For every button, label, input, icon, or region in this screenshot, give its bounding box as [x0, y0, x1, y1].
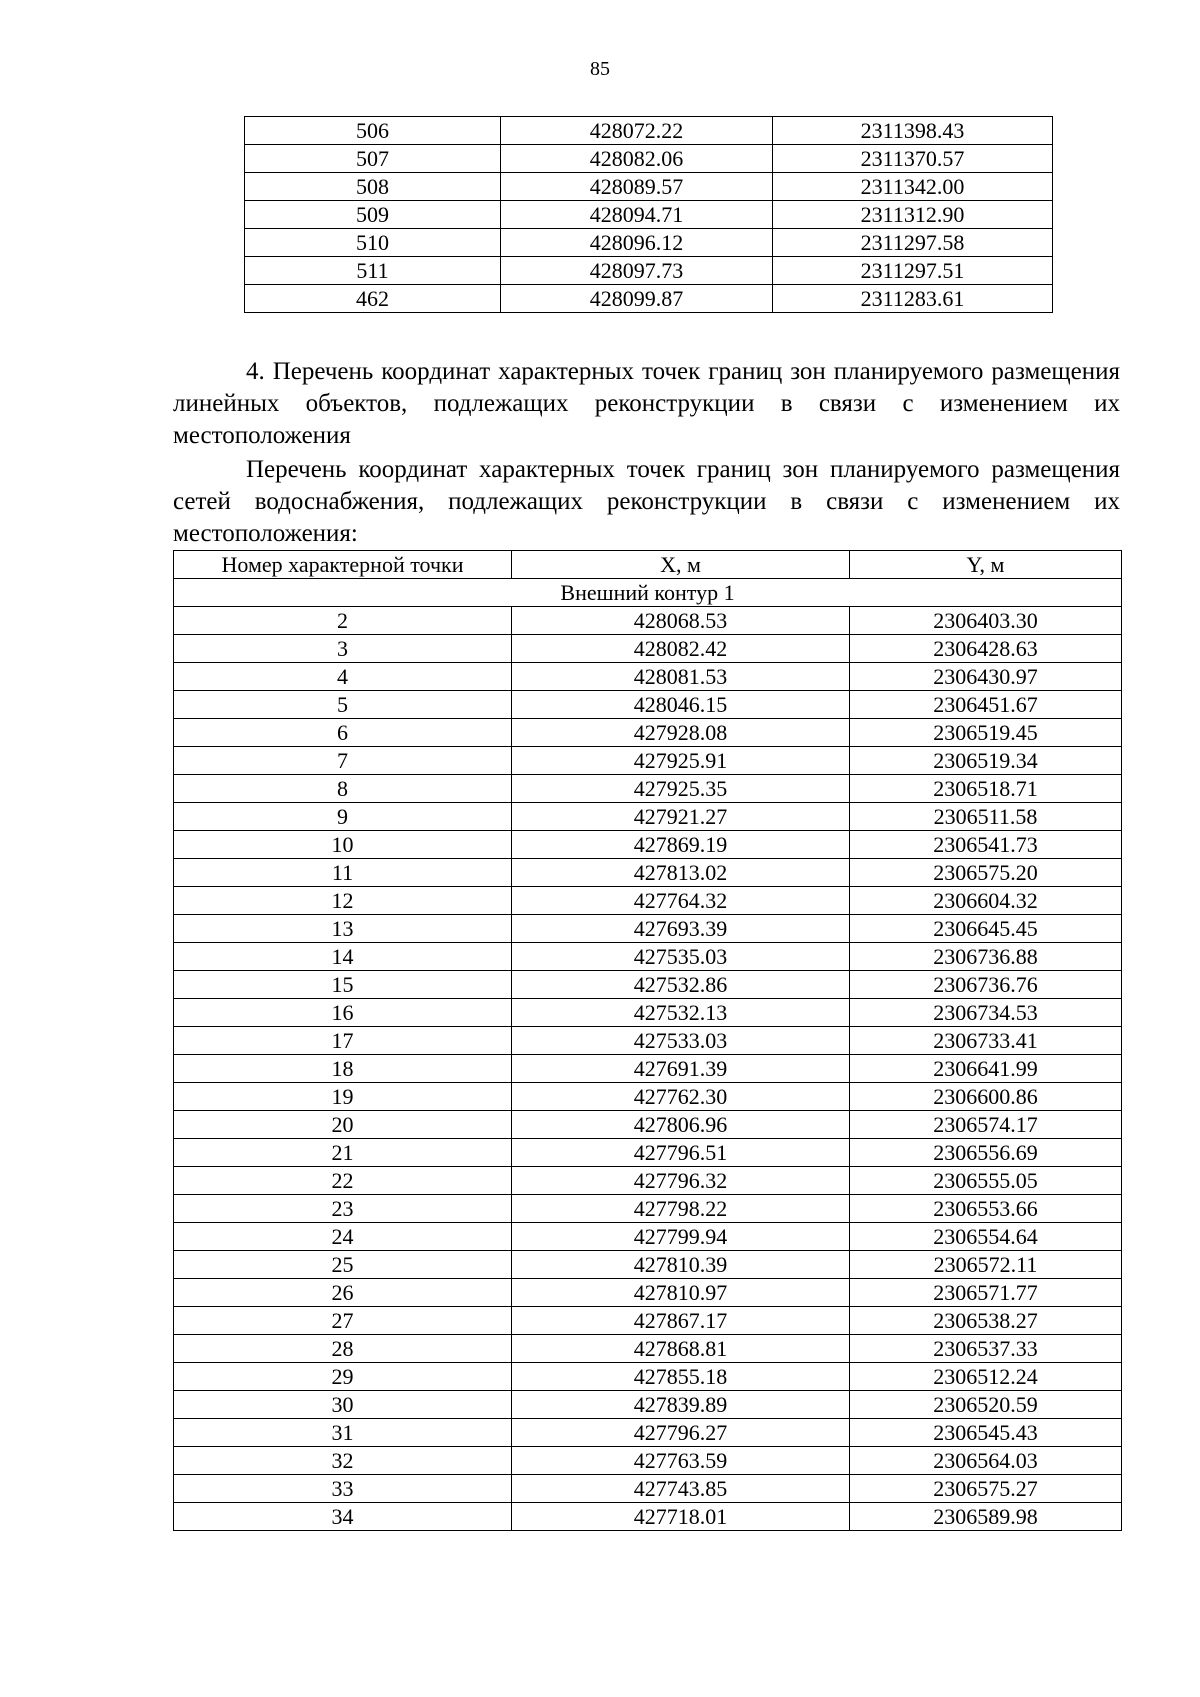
table-row	[174, 1111, 1122, 1139]
y-coordinate-cell: 2306645.45	[850, 915, 1122, 943]
y-coordinate-cell: 2306572.11	[850, 1251, 1122, 1279]
y-coordinate-cell: 2311283.61	[773, 285, 1053, 313]
table-header-row	[174, 551, 1122, 579]
x-coordinate-cell: 427796.51	[512, 1139, 850, 1167]
table-row	[174, 1419, 1122, 1447]
table-row	[245, 145, 1053, 173]
y-coordinate-cell: 2306575.27	[850, 1475, 1122, 1503]
table-row	[174, 1475, 1122, 1503]
y-coordinate-cell: 2306574.17	[850, 1111, 1122, 1139]
point-number-cell: 6	[174, 719, 512, 747]
point-number-cell: 25	[174, 1251, 512, 1279]
table-row	[174, 1055, 1122, 1083]
y-coordinate-cell: 2306556.69	[850, 1139, 1122, 1167]
water-supply-intro	[173, 454, 1120, 550]
header-x: X, м	[512, 551, 850, 579]
point-number-cell: 15	[174, 971, 512, 999]
point-number-cell: 506	[245, 117, 501, 145]
y-coordinate-cell: 2306541.73	[850, 831, 1122, 859]
point-number-cell: 507	[245, 145, 501, 173]
coordinates-table-continued	[244, 116, 1053, 313]
x-coordinate-cell: 427693.39	[512, 915, 850, 943]
y-coordinate-cell: 2306736.88	[850, 943, 1122, 971]
x-coordinate-cell: 427532.13	[512, 999, 850, 1027]
point-number-cell: 511	[245, 257, 501, 285]
point-number-cell: 31	[174, 1419, 512, 1447]
x-coordinate-cell: 427810.97	[512, 1279, 850, 1307]
coordinates-table-continued-body	[245, 117, 1053, 313]
point-number-cell: 509	[245, 201, 501, 229]
point-number-cell: 33	[174, 1475, 512, 1503]
point-number-cell: 14	[174, 943, 512, 971]
table-row	[174, 1027, 1122, 1055]
x-coordinate-cell: 427839.89	[512, 1391, 850, 1419]
y-coordinate-cell: 2306511.58	[850, 803, 1122, 831]
point-number-cell: 13	[174, 915, 512, 943]
table-row	[174, 831, 1122, 859]
point-number-cell: 32	[174, 1447, 512, 1475]
point-number-cell: 24	[174, 1223, 512, 1251]
x-coordinate-cell: 428097.73	[501, 257, 773, 285]
table-row	[174, 1167, 1122, 1195]
x-coordinate-cell: 427762.30	[512, 1083, 850, 1111]
x-coordinate-cell: 427928.08	[512, 719, 850, 747]
table-row	[174, 1139, 1122, 1167]
table-row	[174, 1279, 1122, 1307]
y-coordinate-cell: 2306553.66	[850, 1195, 1122, 1223]
table-row	[174, 887, 1122, 915]
y-coordinate-cell: 2306600.86	[850, 1083, 1122, 1111]
point-number-cell: 8	[174, 775, 512, 803]
table-row	[174, 775, 1122, 803]
point-number-cell: 34	[174, 1503, 512, 1531]
y-coordinate-cell: 2306554.64	[850, 1223, 1122, 1251]
x-coordinate-cell: 427806.96	[512, 1111, 850, 1139]
x-coordinate-cell: 427718.01	[512, 1503, 850, 1531]
water-supply-coordinates-body	[174, 579, 1122, 1531]
table-row	[174, 915, 1122, 943]
x-coordinate-cell: 427867.17	[512, 1307, 850, 1335]
x-coordinate-cell: 427691.39	[512, 1055, 850, 1083]
table-row	[174, 943, 1122, 971]
x-coordinate-cell: 428082.42	[512, 635, 850, 663]
point-number-cell: 29	[174, 1363, 512, 1391]
x-coordinate-cell: 428082.06	[501, 145, 773, 173]
x-coordinate-cell: 427925.35	[512, 775, 850, 803]
x-coordinate-cell: 428072.22	[501, 117, 773, 145]
point-number-cell: 30	[174, 1391, 512, 1419]
y-coordinate-cell: 2306451.67	[850, 691, 1122, 719]
y-coordinate-cell: 2306519.45	[850, 719, 1122, 747]
y-coordinate-cell: 2306512.24	[850, 1363, 1122, 1391]
point-number-cell: 3	[174, 635, 512, 663]
y-coordinate-cell: 2306403.30	[850, 607, 1122, 635]
water-supply-intro-text: Перечень координат характерных точек границ зон планируемого размещения сетей водоснабжения, подлежащих реконструкции в связи с изменением их местоположения:	[173, 456, 1120, 547]
point-number-cell: 16	[174, 999, 512, 1027]
point-number-cell: 9	[174, 803, 512, 831]
point-number-cell: 17	[174, 1027, 512, 1055]
x-coordinate-cell: 427813.02	[512, 859, 850, 887]
x-coordinate-cell: 427796.32	[512, 1167, 850, 1195]
x-coordinate-cell: 427921.27	[512, 803, 850, 831]
table-row	[245, 229, 1053, 257]
y-coordinate-cell: 2311342.00	[773, 173, 1053, 201]
x-coordinate-cell: 428096.12	[501, 229, 773, 257]
table-row	[245, 285, 1053, 313]
y-coordinate-cell: 2306518.71	[850, 775, 1122, 803]
table-row	[174, 607, 1122, 635]
x-coordinate-cell: 428099.87	[501, 285, 773, 313]
water-supply-coordinates-table	[173, 550, 1122, 1531]
point-number-cell: 12	[174, 887, 512, 915]
x-coordinate-cell: 427533.03	[512, 1027, 850, 1055]
y-coordinate-cell: 2306428.63	[850, 635, 1122, 663]
table-row	[245, 173, 1053, 201]
x-coordinate-cell: 427764.32	[512, 887, 850, 915]
y-coordinate-cell: 2306538.27	[850, 1307, 1122, 1335]
point-number-cell: 510	[245, 229, 501, 257]
point-number-cell: 27	[174, 1307, 512, 1335]
y-coordinate-cell: 2306733.41	[850, 1027, 1122, 1055]
x-coordinate-cell: 427743.85	[512, 1475, 850, 1503]
y-coordinate-cell: 2306537.33	[850, 1335, 1122, 1363]
table-row	[174, 1363, 1122, 1391]
x-coordinate-cell: 428068.53	[512, 607, 850, 635]
table-row	[174, 1391, 1122, 1419]
point-number-cell: 462	[245, 285, 501, 313]
x-coordinate-cell: 428081.53	[512, 663, 850, 691]
point-number-cell: 23	[174, 1195, 512, 1223]
x-coordinate-cell: 427925.91	[512, 747, 850, 775]
table-row	[174, 1223, 1122, 1251]
point-number-cell: 19	[174, 1083, 512, 1111]
y-coordinate-cell: 2306734.53	[850, 999, 1122, 1027]
header-point-number: Номер характерной точки	[174, 551, 512, 579]
point-number-cell: 22	[174, 1167, 512, 1195]
x-coordinate-cell: 427796.27	[512, 1419, 850, 1447]
x-coordinate-cell: 428046.15	[512, 691, 850, 719]
x-coordinate-cell: 427532.86	[512, 971, 850, 999]
x-coordinate-cell: 427535.03	[512, 943, 850, 971]
y-coordinate-cell: 2306575.20	[850, 859, 1122, 887]
point-number-cell: 18	[174, 1055, 512, 1083]
point-number-cell: 28	[174, 1335, 512, 1363]
table-row	[174, 803, 1122, 831]
point-number-cell: 20	[174, 1111, 512, 1139]
table-row	[245, 201, 1053, 229]
y-coordinate-cell: 2311370.57	[773, 145, 1053, 173]
y-coordinate-cell: 2311312.90	[773, 201, 1053, 229]
table-row	[245, 257, 1053, 285]
y-coordinate-cell: 2306545.43	[850, 1419, 1122, 1447]
table-row	[174, 635, 1122, 663]
table-row	[174, 999, 1122, 1027]
x-coordinate-cell: 427869.19	[512, 831, 850, 859]
page-number: 85	[590, 58, 610, 80]
group-row	[174, 579, 1122, 607]
table-row	[245, 117, 1053, 145]
table-row	[174, 663, 1122, 691]
y-coordinate-cell: 2306736.76	[850, 971, 1122, 999]
point-number-cell: 508	[245, 173, 501, 201]
table-row	[174, 1083, 1122, 1111]
point-number-cell: 11	[174, 859, 512, 887]
table-row	[174, 1335, 1122, 1363]
y-coordinate-cell: 2306589.98	[850, 1503, 1122, 1531]
point-number-cell: 26	[174, 1279, 512, 1307]
table-row	[174, 691, 1122, 719]
y-coordinate-cell: 2306555.05	[850, 1167, 1122, 1195]
table-row	[174, 1447, 1122, 1475]
table-row	[174, 859, 1122, 887]
x-coordinate-cell: 428094.71	[501, 201, 773, 229]
point-number-cell: 2	[174, 607, 512, 635]
table-row	[174, 1503, 1122, 1531]
point-number-cell: 4	[174, 663, 512, 691]
x-coordinate-cell: 427799.94	[512, 1223, 850, 1251]
x-coordinate-cell: 428089.57	[501, 173, 773, 201]
y-coordinate-cell: 2311297.51	[773, 257, 1053, 285]
point-number-cell: 5	[174, 691, 512, 719]
table-row	[174, 971, 1122, 999]
section-heading	[173, 356, 1120, 452]
y-coordinate-cell: 2306519.34	[850, 747, 1122, 775]
table-row	[174, 1307, 1122, 1335]
y-coordinate-cell: 2306641.99	[850, 1055, 1122, 1083]
table-row	[174, 747, 1122, 775]
table-row	[174, 1195, 1122, 1223]
table-row	[174, 719, 1122, 747]
y-coordinate-cell: 2306520.59	[850, 1391, 1122, 1419]
y-coordinate-cell: 2306571.77	[850, 1279, 1122, 1307]
y-coordinate-cell: 2311398.43	[773, 117, 1053, 145]
point-number-cell: 10	[174, 831, 512, 859]
x-coordinate-cell: 427810.39	[512, 1251, 850, 1279]
y-coordinate-cell: 2306430.97	[850, 663, 1122, 691]
y-coordinate-cell: 2311297.58	[773, 229, 1053, 257]
section-heading-text: 4. Перечень координат характерных точек границ зон планируемого размещения линейных объектов, подлежащих реконструкции в связи с изменением их местоположения	[173, 358, 1120, 449]
group-label: Внешний контур 1	[174, 579, 1122, 607]
table-row	[174, 1251, 1122, 1279]
point-number-cell: 7	[174, 747, 512, 775]
point-number-cell: 21	[174, 1139, 512, 1167]
header-y: Y, м	[850, 551, 1122, 579]
x-coordinate-cell: 427763.59	[512, 1447, 850, 1475]
x-coordinate-cell: 427855.18	[512, 1363, 850, 1391]
x-coordinate-cell: 427798.22	[512, 1195, 850, 1223]
y-coordinate-cell: 2306564.03	[850, 1447, 1122, 1475]
y-coordinate-cell: 2306604.32	[850, 887, 1122, 915]
x-coordinate-cell: 427868.81	[512, 1335, 850, 1363]
